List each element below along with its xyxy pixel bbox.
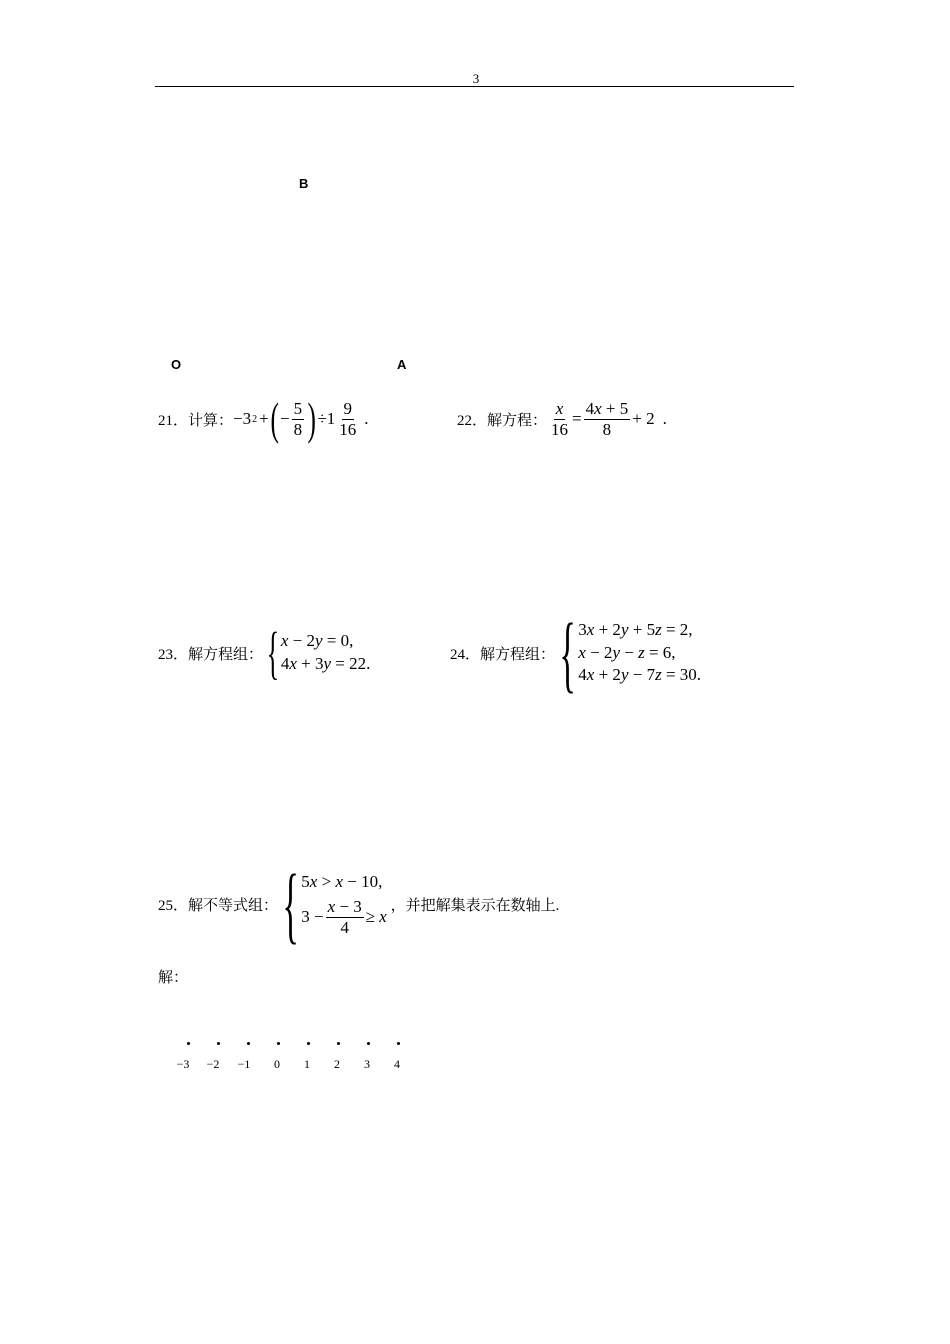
problem-22-label: 22．解方程： <box>457 412 548 429</box>
number-line-point <box>187 1042 190 1045</box>
problem-23-system: { x − 2y = 0, 4x + 3y = 22. <box>266 620 371 685</box>
problem-22-equation: $\frac{x}{16}$ = $\frac{4x + 5}{8}$ + 2 . <box>551 398 667 439</box>
problem-25-system: { 5x > x − 10, 3 − $\frac{x - 3}{4}$ ≥ x <box>282 856 387 952</box>
problem-25 <box>158 856 560 952</box>
tick-label: −1 <box>237 1057 251 1071</box>
tick-label: 3 <box>364 1057 370 1071</box>
problem-22 <box>457 393 667 445</box>
point-label-b: B <box>299 176 309 191</box>
problem-25-label: 25．解不等式组： <box>158 897 279 914</box>
header-rule <box>155 86 794 87</box>
problem-21-label: 21．计算： <box>158 412 234 429</box>
tick-label: 0 <box>274 1057 280 1071</box>
number-line-point <box>307 1042 310 1045</box>
problem-24-label: 24．解方程组： <box>450 646 556 663</box>
tick-label: 1 <box>304 1057 310 1071</box>
problem-21-expression: −3 2 + ( − $\frac{5}{8}$ ) ÷1 $\frac{9}{16}$ . <box>233 393 369 444</box>
number-line-point <box>277 1042 280 1045</box>
problem-23 <box>158 621 370 685</box>
tick-label: −3 <box>176 1057 190 1071</box>
tick-label: 2 <box>334 1057 340 1071</box>
problem-23-label: 23．解方程组： <box>158 646 264 663</box>
number-line-point <box>337 1042 340 1045</box>
problem-21 <box>158 393 369 445</box>
problem-24 <box>450 605 702 701</box>
tick-label: 4 <box>394 1057 400 1071</box>
number-line-point <box>397 1042 400 1045</box>
number-line-point <box>247 1042 250 1045</box>
point-label-o: O <box>171 357 182 372</box>
number-line <box>160 1035 420 1075</box>
page-number: 3 <box>472 71 480 86</box>
problem-24-system: { 3x + 2y + 5z = 2, x − 2y − z = 6, 4x + 2y − 7z = 30. <box>559 605 702 701</box>
problem-25-suffix: ，并把解集表示在数轴上. <box>390 897 560 914</box>
number-line-point <box>217 1042 220 1045</box>
answer-label: 解： <box>158 970 189 986</box>
number-line-point <box>367 1042 370 1045</box>
tick-label: −2 <box>206 1057 220 1071</box>
point-label-a: A <box>397 357 407 372</box>
